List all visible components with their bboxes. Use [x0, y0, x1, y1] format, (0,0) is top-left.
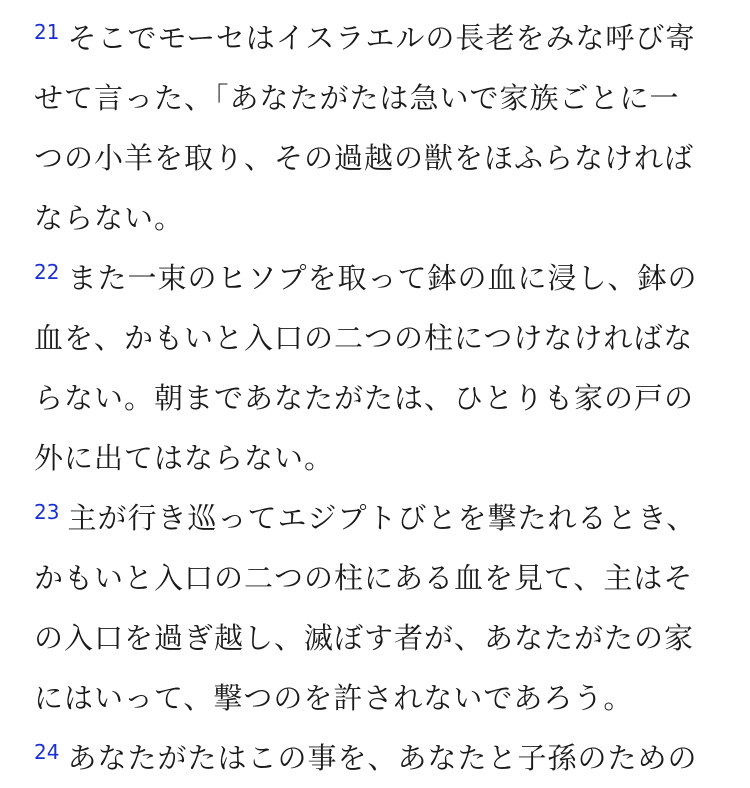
verse-line: 血を、かもいと入口の二つの柱につけなければな: [34, 321, 694, 355]
verse-line: ならない。: [34, 201, 185, 235]
verse-text: 主が行き巡ってエジプトびとを撃たれるとき、: [67, 501, 697, 535]
verse-line: 外に出てはならない。: [34, 441, 335, 475]
verse-line: つの小羊を取り、その過越の獣をほふらなければ: [34, 141, 695, 175]
verse-number-link[interactable]: 21: [34, 20, 60, 44]
verse-line: [34, 8, 714, 68]
verse-line: かもいと入口の二つの柱にある血を見て、主はそ: [34, 561, 694, 595]
verse-22: [34, 248, 714, 488]
verse-line: [34, 248, 714, 308]
verse-21: [34, 8, 714, 248]
verse-number-link[interactable]: 23: [34, 500, 60, 524]
verse-23: [34, 488, 714, 728]
verse-line: にはいって、撃つのを許されないであろう。: [34, 681, 634, 715]
verse-line: [34, 488, 714, 548]
verse-line: せて言った、「あなたがたは急いで家族ごとに一: [34, 81, 680, 115]
verse-number-link[interactable]: 24: [34, 740, 60, 764]
verse-text: あなたがたはこの事を、あなたと子孫のための: [67, 741, 698, 775]
verse-text: また一束のヒソプを取って鉢の血に浸し、鉢の: [67, 261, 698, 295]
verse-line: らない。朝まであなたがたは、ひとりも家の戸の: [34, 381, 695, 415]
verse-line: [34, 728, 714, 788]
verse-number-link[interactable]: 22: [34, 260, 60, 284]
verse-text: そこでモーセはイスラエルの長老をみな呼び寄: [67, 21, 696, 55]
verse-line: の入口を過ぎ越し、滅ぼす者が、あなたがたの家: [34, 621, 695, 655]
verse-24: [34, 728, 714, 788]
